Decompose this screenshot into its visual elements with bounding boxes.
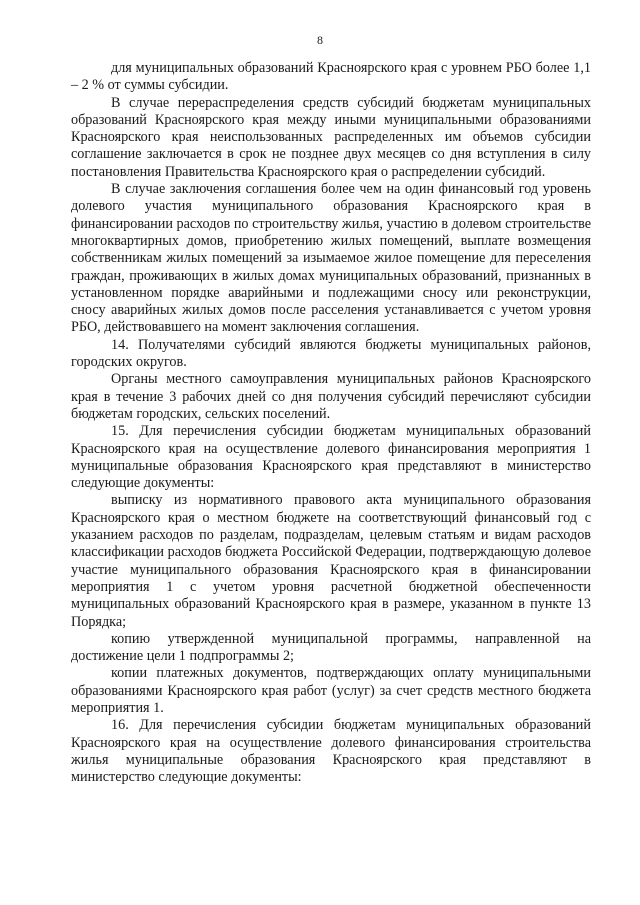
- paragraph-redistribution: В случае перераспределения средств субсидий бюджетам муниципальных образований Красноярского края между иными муниципальными образованиями Красноярского края неиспользованных распределенных им объемов субсидии соглашение заключается в срок не позднее двух месяцев со дня вступления в силу постановления Правительства Красноярского края о распределении субсидий.: [71, 94, 591, 180]
- paragraph-payment-documents: копии платежных документов, подтверждающих оплату муниципальными образованиями Красноярского края работ (услуг) за счет средств местного бюджета мероприятия 1.: [71, 665, 591, 716]
- paragraph-item-16: 16. Для перечисления субсидии бюджетам муниципальных образований Красноярского края на осуществление долевого финансирования строительства жилья муниципальные образования Красноярского края представляют в министерство следующие документы:: [71, 717, 591, 786]
- paragraph-item-14: 14. Получателями субсидий являются бюджеты муниципальных районов, городских округов.: [71, 336, 591, 371]
- paragraph-rbo-level: для муниципальных образований Красноярского края с уровнем РБО более 1,1 – 2 % от суммы субсидии.: [71, 60, 591, 94]
- document-body: [71, 60, 591, 786]
- paragraph-budget-extract: выписку из нормативного правового акта муниципального образования Красноярского края о местном бюджете на соответствующий финансовый год с указанием расходов по разделам, подразделам, целевым статьям и видам расходов классификации расходов бюджета Российской Федерации, подтверждающую долевое участие муниципального образования Красноярского края в финансировании мероприятия 1 с учетом уровня расчетной бюджетной обеспеченности муниципальных образований Красноярского края в размере, указанном в пункте 13 Порядка;: [71, 492, 591, 630]
- paragraph-local-authorities: Органы местного самоуправления муниципальных районов Красноярского края в течение 3 рабочих дней со дня получения субсидий перечисляют субсидии бюджетам городских, сельских поселений.: [71, 371, 591, 422]
- page-number: 8: [317, 33, 323, 47]
- paragraph-item-15: 15. Для перечисления субсидии бюджетам муниципальных образований Красноярского края на осуществление долевого финансирования мероприятия 1 муниципальные образования Красноярского края представляют в министерство следующие документы:: [71, 423, 591, 492]
- paragraph-multi-year-agreement: В случае заключения соглашения более чем на один финансовый год уровень долевого участия муниципального образования Красноярского края в финансировании расходов по строительству жилья, участию в долевом строительстве многоквартирных домов, приобретению жилых помещений, выплате возмещения собственникам жилых помещений за изымаемое жилое помещение для переселения граждан, проживающих в жилых домах муниципальных образований, признанных в установленном порядке аварийными и подлежащими сносу или реконструкции, сносу аварийных жилых домов после расселения устанавливается с учетом уровня РБО, действовавшего на момент заключения соглашения.: [71, 181, 591, 336]
- paragraph-program-copy: копию утвержденной муниципальной программы, направленной на достижение цели 1 подпрограммы 2;: [71, 630, 591, 665]
